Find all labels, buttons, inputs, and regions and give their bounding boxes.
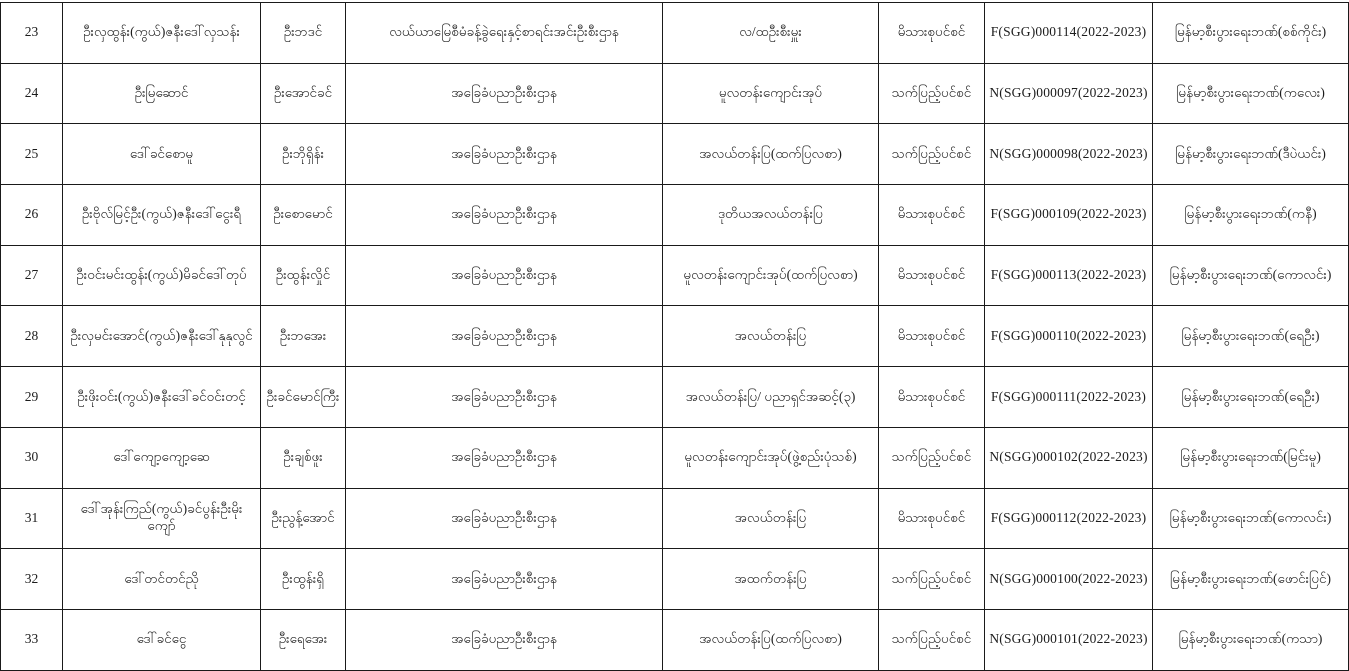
table-row (1, 549, 1349, 610)
cell-no: 29 (1, 367, 63, 428)
cell-registration_no: F(SGG)000114(2022-2023) (985, 3, 1153, 64)
cell-position: အလယ်တန်းပြ(ထက်ပြလစာ) (663, 609, 879, 670)
cell-guardian_name: ဦးထွန်းရှိ (261, 549, 346, 610)
cell-position: မူလတန်းကျောင်းအုပ်(ထက်ပြလစာ) (663, 245, 879, 306)
cell-no: 30 (1, 427, 63, 488)
cell-registration_no: F(SGG)000110(2022-2023) (985, 306, 1153, 367)
cell-bank: မြန်မာ့စီးပွားရေးဘဏ်(ကောလင်း) (1153, 245, 1349, 306)
cell-department: လယ်ယာမြေစီမံခန့်ခွဲရေးနှင့်စာရင်းအင်းဦးစီးဌာန (346, 3, 663, 64)
cell-name: ဦးဝင်းမင်းထွန်း(ကွယ်)မိခင်ဒေါ်တုပ် (63, 245, 261, 306)
table-row (1, 488, 1349, 549)
cell-registration_no: F(SGG)000113(2022-2023) (985, 245, 1153, 306)
cell-guardian_name: ဦးစောမောင် (261, 185, 346, 246)
cell-pension_type: မိသားစုပင်စင် (879, 3, 985, 64)
cell-bank: မြန်မာ့စီးပွားရေးဘဏ်(ကသာ) (1153, 609, 1349, 670)
cell-guardian_name: ဦးဘအေး (261, 306, 346, 367)
table-row (1, 306, 1349, 367)
cell-no: 32 (1, 549, 63, 610)
cell-pension_type: မိသားစုပင်စင် (879, 367, 985, 428)
cell-department: အခြေခံပညာဦးစီးဌာန (346, 609, 663, 670)
cell-no: 24 (1, 63, 63, 124)
cell-no: 27 (1, 245, 63, 306)
cell-position: အလယ်တန်းပြ (663, 306, 879, 367)
cell-name: ဒေါ်ခင်စောမူ (63, 124, 261, 185)
cell-no: 31 (1, 488, 63, 549)
cell-department: အခြေခံပညာဦးစီးဌာန (346, 427, 663, 488)
cell-guardian_name: ဦးထွန်းလှိုင် (261, 245, 346, 306)
cell-name: ဦးလှထွန်း(ကွယ်)ဇနီးဒေါ်လှသန်း (63, 3, 261, 64)
cell-registration_no: F(SGG)000111(2022-2023) (985, 367, 1153, 428)
cell-registration_no: N(SGG)000102(2022-2023) (985, 427, 1153, 488)
table-row (1, 124, 1349, 185)
cell-bank: မြန်မာ့စီးပွားရေးဘဏ်(ဒီပဲယင်း) (1153, 124, 1349, 185)
cell-no: 28 (1, 306, 63, 367)
cell-no: 25 (1, 124, 63, 185)
cell-bank: မြန်မာ့စီးပွားရေးဘဏ်(မြင်းမူ) (1153, 427, 1349, 488)
cell-bank: မြန်မာ့စီးပွားရေးဘဏ်(ကနီ) (1153, 185, 1349, 246)
cell-position: မူလတန်းကျောင်းအုပ် (663, 63, 879, 124)
cell-guardian_name: ဦးဘိုရှိန်း (261, 124, 346, 185)
table-row (1, 427, 1349, 488)
cell-name: ဦးဗိုလ်မြင့်ဦး(ကွယ်)ဇနီးဒေါ်ငွေးရီ (63, 185, 261, 246)
cell-department: အခြေခံပညာဦးစီးဌာန (346, 124, 663, 185)
cell-pension_type: သက်ပြည့်ပင်စင် (879, 124, 985, 185)
cell-department: အခြေခံပညာဦးစီးဌာန (346, 367, 663, 428)
cell-guardian_name: ဦးချစ်ဖူး (261, 427, 346, 488)
cell-registration_no: N(SGG)000100(2022-2023) (985, 549, 1153, 610)
cell-position: လ/ထဦးစီးမှူး (663, 3, 879, 64)
cell-pension_type: သက်ပြည့်ပင်စင် (879, 549, 985, 610)
cell-bank: မြန်မာ့စီးပွားရေးဘဏ်(ဖောင်းပြင်) (1153, 549, 1349, 610)
cell-bank: မြန်မာ့စီးပွားရေးဘဏ်(ကောလင်း) (1153, 488, 1349, 549)
cell-bank: မြန်မာ့စီးပွားရေးဘဏ်(ရေဦး) (1153, 367, 1349, 428)
cell-department: အခြေခံပညာဦးစီးဌာန (346, 549, 663, 610)
cell-name: ဦးမြဆောင် (63, 63, 261, 124)
cell-name: ဒေါ်တင်တင်ညို (63, 549, 261, 610)
table-row (1, 609, 1349, 670)
cell-department: အခြေခံပညာဦးစီးဌာန (346, 63, 663, 124)
cell-pension_type: မိသားစုပင်စင် (879, 306, 985, 367)
table-row (1, 245, 1349, 306)
cell-bank: မြန်မာ့စီးပွားရေးဘဏ်(ကလေး) (1153, 63, 1349, 124)
cell-position: အလယ်တန်းပြ/ ပညာရှင်အဆင့်(၃) (663, 367, 879, 428)
cell-guardian_name: ဦးဘဒင် (261, 3, 346, 64)
cell-pension_type: သက်ပြည့်ပင်စင် (879, 609, 985, 670)
cell-registration_no: N(SGG)000098(2022-2023) (985, 124, 1153, 185)
cell-bank: မြန်မာ့စီးပွားရေးဘဏ်(စစ်ကိုင်း) (1153, 3, 1349, 64)
cell-guardian_name: ဦးအောင်ခင် (261, 63, 346, 124)
cell-position: မူလတန်းကျောင်းအုပ်(ဖွဲ့စည်းပုံသစ်) (663, 427, 879, 488)
cell-pension_type: မိသားစုပင်စင် (879, 185, 985, 246)
cell-pension_type: သက်ပြည့်ပင်စင် (879, 427, 985, 488)
cell-pension_type: မိသားစုပင်စင် (879, 488, 985, 549)
table-row (1, 63, 1349, 124)
cell-guardian_name: ဦးခင်မောင်ကြီး (261, 367, 346, 428)
cell-pension_type: မိသားစုပင်စင် (879, 245, 985, 306)
cell-department: အခြေခံပညာဦးစီးဌာန (346, 245, 663, 306)
cell-pension_type: သက်ပြည့်ပင်စင် (879, 63, 985, 124)
cell-name: ဒေါ်ခင်ငွေ (63, 609, 261, 670)
cell-name: ဦးလှမင်းအောင်(ကွယ်)ဇနီးဒေါ်နုနုလွင် (63, 306, 261, 367)
document-page (0, 2, 1348, 647)
cell-position: အလယ်တန်းပြ (663, 488, 879, 549)
cell-position: ဒုတိယအလယ်တန်းပြ (663, 185, 879, 246)
table-row (1, 3, 1349, 64)
cell-department: အခြေခံပညာဦးစီးဌာန (346, 306, 663, 367)
cell-guardian_name: ဦးညွန့်အောင် (261, 488, 346, 549)
cell-position: အထက်တန်းပြ (663, 549, 879, 610)
table-row (1, 367, 1349, 428)
cell-registration_no: N(SGG)000097(2022-2023) (985, 63, 1153, 124)
cell-department: အခြေခံပညာဦးစီးဌာန (346, 488, 663, 549)
cell-name: ဦးဖိုးဝင်း(ကွယ်)ဇနီးဒေါ်ခင်ဝင်းတင့် (63, 367, 261, 428)
cell-bank: မြန်မာ့စီးပွားရေးဘဏ်(ရေဦး) (1153, 306, 1349, 367)
cell-registration_no: N(SGG)000101(2022-2023) (985, 609, 1153, 670)
pension-table (0, 2, 1349, 671)
cell-no: 33 (1, 609, 63, 670)
pension-table-body (1, 3, 1349, 671)
cell-name: ဒေါ်ကျော့ကျော့ဆေ (63, 427, 261, 488)
cell-registration_no: F(SGG)000112(2022-2023) (985, 488, 1153, 549)
cell-name: ဒေါ်အုန်းကြည်(ကွယ်)ခင်ပွန်းဦးမိုးကျော် (63, 488, 261, 549)
cell-no: 26 (1, 185, 63, 246)
cell-no: 23 (1, 3, 63, 64)
cell-registration_no: F(SGG)000109(2022-2023) (985, 185, 1153, 246)
cell-position: အလယ်တန်းပြ(ထက်ပြလစာ) (663, 124, 879, 185)
table-row (1, 185, 1349, 246)
cell-guardian_name: ဦးရေအေး (261, 609, 346, 670)
cell-department: အခြေခံပညာဦးစီးဌာန (346, 185, 663, 246)
